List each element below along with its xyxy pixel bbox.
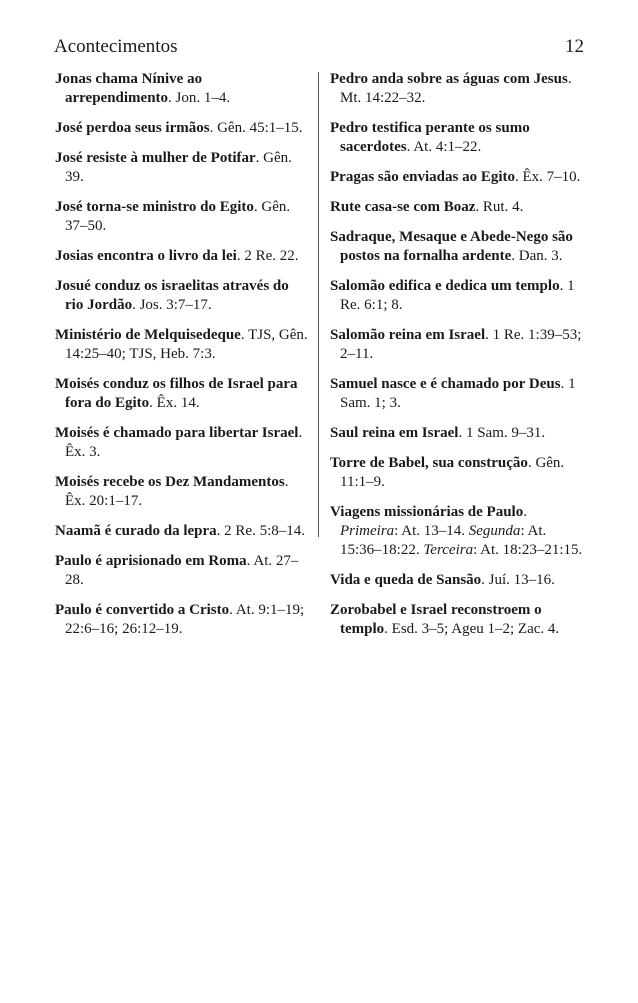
entry-title: José resiste à mulher de Potifar: [55, 150, 256, 166]
entry-reference: 2 Re. 5:8–14.: [224, 523, 305, 539]
entry-title: Vida e queda de Sansão: [330, 572, 482, 588]
index-entry: Vida e queda de Sansão. Juí. 13–16.: [330, 572, 555, 588]
section-title: Acontecimentos: [54, 36, 178, 57]
index-entry: Salomão edifica e dedica um templo. 1 Re. 6:1; 8.: [330, 278, 575, 313]
entry-reference: Gên. 11:1–9.: [340, 455, 565, 490]
index-entry: Moisés é chamado para libertar Israel. Êx. 3.: [55, 425, 303, 460]
index-entry: Paulo é convertido a Cristo. At. 9:1–19; 22:6–16; 26:12–19.: [55, 602, 305, 637]
entry-title: Pragas são enviadas ao Egito: [330, 169, 516, 185]
entry-title: Naamã é curado da lepra: [55, 523, 217, 539]
entry-title: Viagens missionárias de Paulo: [330, 504, 524, 520]
entry-title: Pedro anda sobre as águas com Jesus: [330, 71, 568, 87]
entry-title: Rute casa-se com Boaz: [330, 199, 476, 215]
index-entry: Salomão reina em Israel. 1 Re. 1:39–53; 2–11.: [330, 327, 582, 362]
entry-reference: Gên. 37–50.: [65, 199, 291, 234]
index-entry: Pragas são enviadas ao Egito. Êx. 7–10.: [330, 169, 581, 185]
index-entry: Saul reina em Israel. 1 Sam. 9–31.: [330, 425, 546, 441]
entry-reference: 1 Re. 1:39–53; 2–11.: [340, 327, 582, 362]
index-entry: Ministério de Melquisedeque. TJS, Gên. 14:25–40; TJS, Heb. 7:3.: [55, 327, 308, 362]
entry-title: Josué conduz os israelitas através do rio Jordão: [55, 278, 289, 313]
index-entry: Paulo é aprisionado em Roma. At. 27–28.: [55, 553, 299, 588]
page-header: [54, 36, 584, 62]
entry-title: Ministério de Melquisedeque: [55, 327, 241, 343]
column-divider: [318, 72, 319, 537]
entry-reference: Rut. 4.: [482, 199, 524, 215]
index-entry: Zorobabel e Israel reconstroem o templo. Esd. 3–5; Ageu 1–2; Zac. 4.: [330, 602, 560, 637]
entry-title: Paulo é convertido a Cristo: [55, 602, 230, 618]
index-entry: Jonas chama Nínive ao arrependimento. Jon. 1–4.: [55, 71, 231, 106]
entry-title: José perdoa seus irmãos: [55, 120, 210, 136]
entry-reference: Gên. 45:1–15.: [217, 120, 303, 136]
index-entry: Josias encontra o livro da lei. 2 Re. 22.: [55, 248, 299, 264]
index-entry: Moisés conduz os filhos de Israel para fora do Egito. Êx. 14.: [55, 376, 298, 411]
index-entry: Naamã é curado da lepra. 2 Re. 5:8–14.: [55, 523, 305, 539]
entry-reference: Esd. 3–5; Ageu 1–2; Zac. 4.: [391, 621, 560, 637]
index-entry: Torre de Babel, sua construção. Gên. 11:1–9.: [330, 455, 565, 490]
entry-title: Saul reina em Israel: [330, 425, 459, 441]
index-entry: Viagens missionárias de Paulo. Primeira: At. 13–14. Segunda: At. 15:36–18:22. Terceira: At. 18:23–21:15.: [330, 504, 583, 558]
entry-part-label: Terceira: [423, 542, 474, 558]
entry-reference: 2 Re. 22.: [244, 248, 299, 264]
entry-reference: Jon. 1–4.: [175, 90, 231, 106]
entry-part-ref: At. 13–14.: [401, 523, 466, 539]
entry-title: Zorobabel e Israel reconstroem o templo: [330, 602, 542, 637]
entry-reference: 1 Re. 6:1; 8.: [340, 278, 575, 313]
index-entry: Pedro anda sobre as águas com Jesus. Mt. 14:22–32.: [330, 71, 572, 106]
entry-title: Moisés é chamado para libertar Israel: [55, 425, 299, 441]
entry-part-label: Primeira: [340, 523, 395, 539]
entry-reference: Gên. 39.: [65, 150, 292, 185]
entry-reference: TJS, Gên. 14:25–40; TJS, Heb. 7:3.: [65, 327, 308, 362]
entry-title: Samuel nasce e é chamado por Deus: [330, 376, 561, 392]
entry-title: Salomão edifica e dedica um templo: [330, 278, 560, 294]
index-entry: Rute casa-se com Boaz. Rut. 4.: [330, 199, 524, 215]
index-entry: José torna-se ministro do Egito. Gên. 37–50.: [55, 199, 291, 234]
index-entry: Samuel nasce e é chamado por Deus. 1 Sam. 1; 3.: [330, 376, 576, 411]
index-entry: José resiste à mulher de Potifar. Gên. 39.: [55, 150, 292, 185]
index-entry: Moisés recebe os Dez Mandamentos. Êx. 20:1–17.: [55, 474, 289, 509]
entry-reference: Êx. 20:1–17.: [65, 493, 143, 509]
entry-title: Pedro testifica perante os sumo sacerdotes: [330, 120, 530, 155]
entry-part-ref: At. 15:36–18:22.: [340, 523, 547, 558]
entry-reference: Êx. 3.: [65, 444, 101, 460]
entry-title: Torre de Babel, sua construção: [330, 455, 528, 471]
entry-title: Josias encontra o livro da lei: [55, 248, 237, 264]
left-column: [55, 70, 308, 650]
entry-title: Paulo é aprisionado em Roma: [55, 553, 247, 569]
entry-reference: Dan. 3.: [518, 248, 563, 264]
entry-title: Moisés recebe os Dez Mandamentos: [55, 474, 285, 490]
index-entry: Pedro testifica perante os sumo sacerdotes. At. 4:1–22.: [330, 120, 530, 155]
entry-title: Sadraque, Mesaque e Abede-Nego são postos na fornalha ardente: [330, 229, 573, 264]
entry-reference: At. 27–28.: [65, 553, 299, 588]
entry-reference: Mt. 14:22–32.: [340, 90, 426, 106]
entry-reference: Jos. 3:7–17.: [139, 297, 212, 313]
entry-reference: Juí. 13–16.: [488, 572, 555, 588]
entry-part-label: Segunda: [468, 523, 521, 539]
index-entry: José perdoa seus irmãos. Gên. 45:1–15.: [55, 120, 303, 136]
entry-reference: 1 Sam. 9–31.: [465, 425, 546, 441]
entry-reference: At. 4:1–22.: [413, 139, 482, 155]
entry-reference: Êx. 7–10.: [522, 169, 581, 185]
entry-title: Salomão reina em Israel: [330, 327, 486, 343]
right-column: [330, 70, 583, 650]
entry-reference: At. 9:1–19; 22:6–16; 26:12–19.: [65, 602, 305, 637]
entry-reference: 1 Sam. 1; 3.: [340, 376, 576, 411]
entry-part-ref: At. 18:23–21:15.: [480, 542, 583, 558]
entry-title: Moisés conduz os filhos de Israel para fora do Egito: [55, 376, 298, 411]
index-entry: Josué conduz os israelitas através do rio Jordão. Jos. 3:7–17.: [55, 278, 289, 313]
page-number: 12: [565, 36, 584, 57]
entry-reference: Êx. 14.: [156, 395, 200, 411]
entry-title: José torna-se ministro do Egito: [55, 199, 254, 215]
index-entry: Sadraque, Mesaque e Abede-Nego são postos na fornalha ardente. Dan. 3.: [330, 229, 573, 264]
entry-title: Jonas chama Nínive ao arrependimento: [55, 71, 203, 106]
